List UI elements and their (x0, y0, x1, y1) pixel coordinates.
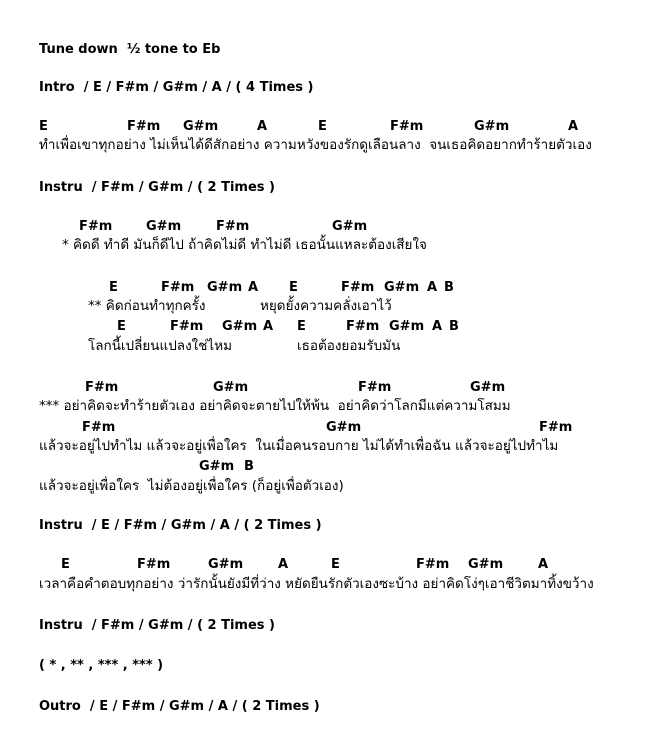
chorus-lyric-1: *** อย่าคิดจะทำร้ายตัวเอง อย่าคิดจะตายไปให้พ้น อย่าคิดว่าโลกมีแต่ความโสมม (39, 398, 511, 414)
chord: G#m (468, 557, 504, 572)
chord: G#m (207, 280, 243, 295)
instru-line-1: Instru / F#m / G#m / ( 2 Times ) (39, 180, 275, 195)
chord: E (289, 280, 298, 295)
chord: G#m (389, 319, 425, 334)
chord: F#m (358, 380, 392, 395)
chord: G#m (199, 459, 235, 474)
chord: B (244, 459, 254, 474)
chord: G#m (332, 219, 368, 234)
chord: A (432, 319, 443, 334)
chord: G#m (208, 557, 244, 572)
part2-lyric-b1: โลกนี้เปลี่ยนแปลงใช่ไหม (88, 338, 232, 354)
part2-lyric-a1: ** คิดก่อนทำทุกครั้ง (88, 298, 206, 314)
instru-line-2: Instru / E / F#m / G#m / A / ( 2 Times ) (39, 518, 322, 533)
part2-lyric-b2: เธอต้องยอมรับมัน (297, 338, 401, 354)
chord: F#m (416, 557, 450, 572)
chord: E (109, 280, 118, 295)
chord: E (297, 319, 306, 334)
chord: F#m (85, 380, 119, 395)
chorus-lyric-2: แล้วจะอยู่ไปทำไม แล้วจะอยู่เพื่อใคร ในเมื่อคนรอบกาย ไม่ได้ทำเพื่อฉัน แล้วจะอยู่ไปทำไม (39, 438, 559, 454)
chord: E (117, 319, 126, 334)
chord: F#m (137, 557, 171, 572)
chord: F#m (170, 319, 204, 334)
chord: F#m (216, 219, 250, 234)
chord: G#m (474, 119, 510, 134)
chord: B (449, 319, 459, 334)
chord: F#m (341, 280, 375, 295)
chord: E (61, 557, 70, 572)
bridge-lyric: เวลาคือคำตอบทุกอย่าง ว่ารักนั้นยังมีที่ว่าง หยัดยืนรักตัวเองซะบ้าง อย่าคิดโง่ๆเอาชีวิตมาทิ้งขว้าง (39, 576, 594, 592)
chord: A (427, 280, 438, 295)
chord: E (39, 119, 48, 134)
chord: G#m (470, 380, 506, 395)
chord: E (331, 557, 340, 572)
chord: G#m (384, 280, 420, 295)
chord: G#m (146, 219, 182, 234)
chord: G#m (213, 380, 249, 395)
chord: F#m (346, 319, 380, 334)
chord: A (538, 557, 549, 572)
chord: G#m (222, 319, 258, 334)
chord: A (257, 119, 268, 134)
chord: G#m (326, 420, 362, 435)
chord: A (263, 319, 274, 334)
chord: B (444, 280, 454, 295)
chord: F#m (79, 219, 113, 234)
chord: A (568, 119, 579, 134)
part1-lyric: * คิดดี ทำดี มันก็ดีไป ถ้าคิดไม่ดี ทำไม่ดี เธอนั้นแหละต้องเสียใจ (62, 237, 427, 253)
instru-line-3: Instru / F#m / G#m / ( 2 Times ) (39, 618, 275, 633)
intro-line: Intro / E / F#m / G#m / A / ( 4 Times ) (39, 80, 314, 95)
chord: F#m (539, 420, 573, 435)
chorus-lyric-3: แล้วจะอยู่เพื่อใคร ไม่ต้องอยู่เพื่อใคร (ก็อยู่เพื่อตัวเอง) (39, 478, 344, 494)
chord: F#m (390, 119, 424, 134)
chord: F#m (127, 119, 161, 134)
chord: G#m (183, 119, 219, 134)
chord: F#m (161, 280, 195, 295)
chord: A (278, 557, 289, 572)
part2-lyric-a2: หยุดยั้งความคลั่งเอาไว้ (260, 298, 392, 314)
chord: F#m (82, 420, 116, 435)
verse-lyric: ทำเพื่อเขาทุกอย่าง ไม่เห็นได้ดีสักอย่าง ความหวังของรักดูเลือนลาง จนเธอคิดอยากทำร้ายตัวเอง (39, 137, 592, 153)
tuning-note: Tune down ½ tone to Eb (39, 42, 221, 57)
outro-line: Outro / E / F#m / G#m / A / ( 2 Times ) (39, 699, 320, 714)
chord: A (248, 280, 259, 295)
repeat-line: ( * , ** , *** , *** ) (39, 658, 164, 673)
chord: E (318, 119, 327, 134)
